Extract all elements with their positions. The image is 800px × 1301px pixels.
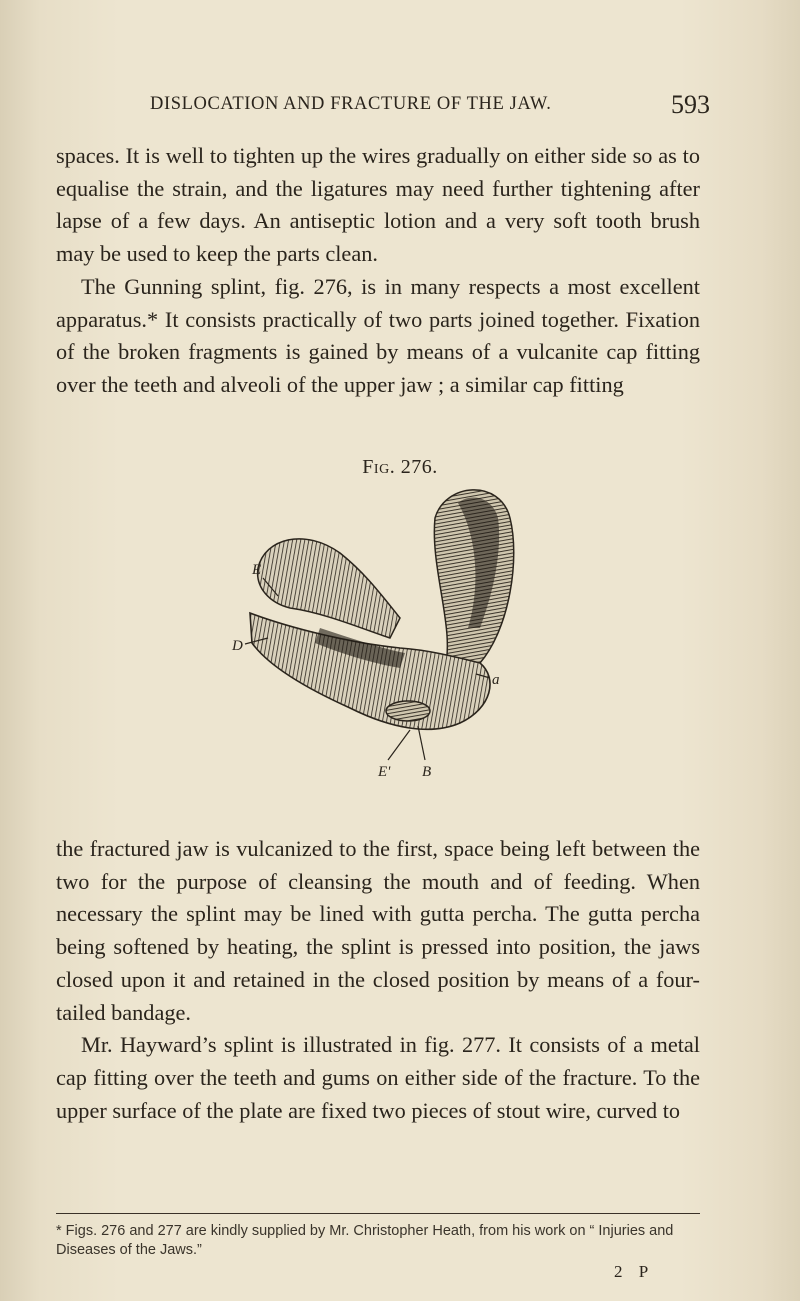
body-text-top xyxy=(56,140,700,402)
page-header xyxy=(150,90,710,124)
gunning-splint-figure xyxy=(230,478,580,788)
paragraph: spaces. It is well to tighten up the wires gradually on either side so as to equalise the strain, and the ligatures may need further tightening after lapse of a few days. An antiseptic lotion and a very soft tooth brush may be used to keep the parts clean. xyxy=(56,143,700,267)
body-text-bottom xyxy=(56,833,700,1127)
signature-mark: 2 P xyxy=(614,1262,655,1281)
figure-label-b: B xyxy=(422,764,432,780)
footnote-text: * Figs. 276 and 277 are kindly supplied by Mr. Christopher Heath, from his work on “ Injuries and Diseases of the Jaws.” xyxy=(56,1223,674,1258)
footnote xyxy=(56,1222,700,1260)
paragraph: Mr. Hayward’s splint is illustrated in fig. 277. It consists of a metal cap fitting over the teeth and gums on either side of the fracture. To the upper surface of the plate are fixed two pieces of stout wire, curved to xyxy=(56,1032,700,1123)
footnote-rule xyxy=(56,1213,700,1214)
figure-label-e-prime: E' xyxy=(378,764,391,780)
paragraph: the fractured jaw is vulcanized to the first, space being left between the two for the purpose of cleansing the mouth and of feeding. When necessary the splint may be lined with gutta percha. The gutta percha being softened by heating, the splint is pressed into position, the jaws closed upon it and retained in the closed position by means of a four-tailed bandage. xyxy=(56,836,700,1025)
figure-caption: Fig. 276. xyxy=(362,456,438,478)
figure-label-a: a xyxy=(492,672,500,688)
figure-label-e: E xyxy=(252,562,262,578)
splint-ring xyxy=(386,701,430,721)
leader-line xyxy=(418,726,425,760)
gunning-splint-illustration xyxy=(230,478,580,788)
figure-label-d: D xyxy=(232,638,243,654)
paragraph: The Gunning splint, fig. 276, is in many respects a most excellent apparatus.* It consists practically of two parts joined together. Fixation of the broken fragments is gained by means of a vulcanite cap fitting over the teeth and alveoli of the upper jaw ; a similar cap fitting xyxy=(56,273,700,397)
page-number: 593 xyxy=(671,90,710,119)
leader-line xyxy=(388,730,410,760)
running-head: DISLOCATION AND FRACTURE OF THE JAW. xyxy=(150,94,552,114)
